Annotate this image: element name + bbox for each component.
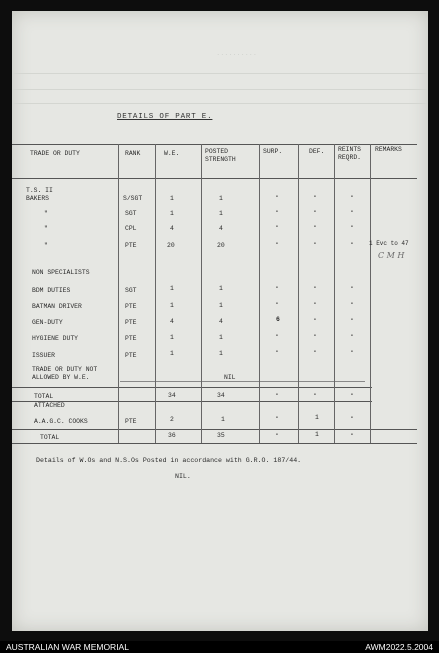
posted-cell: 1 bbox=[219, 350, 223, 357]
we-cell: 1 bbox=[170, 302, 174, 309]
trade-cell: GEN-DUTY bbox=[32, 319, 63, 326]
column-header-rank: RANK bbox=[125, 150, 141, 157]
posted-cell: 1 bbox=[219, 302, 223, 309]
surp-cell: - bbox=[275, 414, 279, 421]
reints-cell: - bbox=[350, 332, 354, 339]
def-cell: - bbox=[313, 208, 317, 215]
bleed-through-line bbox=[12, 89, 428, 90]
def-cell: - bbox=[313, 240, 317, 247]
total-bottom-rule bbox=[12, 401, 372, 402]
we-cell: 4 bbox=[170, 318, 174, 325]
reints-cell: - bbox=[350, 348, 354, 355]
posted-cell: 4 bbox=[219, 225, 223, 232]
reints-cell: - bbox=[350, 193, 354, 200]
def-cell: - bbox=[313, 193, 317, 200]
reints-cell: - bbox=[350, 431, 354, 438]
column-rule bbox=[118, 144, 119, 443]
surp-cell: - bbox=[275, 332, 279, 339]
rank-cell: PTE bbox=[125, 242, 137, 249]
surp-cell: - bbox=[275, 348, 279, 355]
rank-cell: SGT bbox=[125, 210, 137, 217]
surp-cell: - bbox=[275, 431, 279, 438]
posted-cell: 34 bbox=[217, 392, 225, 399]
reints-cell: - bbox=[350, 284, 354, 291]
trade-cell: ISSUER bbox=[32, 352, 56, 359]
posted-cell: 1 bbox=[219, 334, 223, 341]
rank-cell: PTE bbox=[125, 418, 137, 425]
trade-cell: A.A.G.C. COOKS bbox=[34, 418, 88, 425]
reints-cell: - bbox=[350, 300, 354, 307]
bleed-through-text: · · · · · · · · · · bbox=[217, 51, 257, 59]
reints-cell: - bbox=[350, 414, 354, 421]
column-header-surp: SURP. bbox=[263, 148, 283, 155]
rank-cell: SGT bbox=[125, 287, 137, 294]
surp-cell: - bbox=[275, 193, 279, 200]
attached-label: ATTACHED bbox=[34, 402, 65, 409]
def-cell: - bbox=[313, 300, 317, 307]
surp-cell: 6 bbox=[276, 316, 280, 323]
table-top-rule bbox=[12, 144, 417, 145]
def-cell: - bbox=[313, 284, 317, 291]
nil-value: NIL bbox=[224, 374, 236, 381]
trade-cell: BATMAN DRIVER bbox=[32, 303, 82, 310]
trade-cell: " bbox=[44, 210, 48, 217]
posted-cell: 1 bbox=[219, 195, 223, 202]
posted-cell: 1 bbox=[219, 285, 223, 292]
def-cell: - bbox=[313, 316, 317, 323]
column-rule bbox=[259, 144, 260, 443]
trade-cell: T.S. II bbox=[26, 187, 53, 194]
column-rule bbox=[201, 144, 202, 443]
reints-cell: - bbox=[350, 240, 354, 247]
column-header-posted: POSTED STRENGTH bbox=[205, 148, 236, 163]
posted-cell: 1 bbox=[221, 416, 225, 423]
column-header-def: DEF. bbox=[309, 148, 325, 155]
column-header-trade: TRADE OR DUTY bbox=[30, 150, 80, 157]
trade-cell: TOTAL bbox=[40, 434, 60, 441]
reints-cell: - bbox=[350, 208, 354, 215]
bleed-through-line bbox=[12, 103, 428, 104]
grand-total-bottom-rule bbox=[12, 443, 417, 444]
remarks-note: 1 Evc to 47 bbox=[369, 240, 409, 247]
def-cell: - bbox=[313, 223, 317, 230]
we-cell: 1 bbox=[170, 195, 174, 202]
rank-cell: PTE bbox=[125, 335, 137, 342]
surp-cell: - bbox=[275, 300, 279, 307]
def-cell: - bbox=[313, 332, 317, 339]
rank-cell: PTE bbox=[125, 352, 137, 359]
trade-cell: BAKERS bbox=[26, 195, 50, 202]
surp-cell: - bbox=[275, 284, 279, 291]
archive-reference: AWM2022.5.2004 bbox=[365, 642, 433, 652]
bleed-through-line bbox=[12, 73, 428, 74]
trade-cell: " bbox=[44, 225, 48, 232]
nil-row-rule bbox=[120, 381, 365, 382]
column-header-remarks: REMARKS bbox=[375, 146, 402, 153]
document-page bbox=[12, 11, 428, 631]
surp-cell: - bbox=[275, 240, 279, 247]
posted-cell: 35 bbox=[217, 432, 225, 439]
we-cell: 1 bbox=[170, 210, 174, 217]
posted-cell: 20 bbox=[217, 242, 225, 249]
remarks-initials: C M H bbox=[378, 251, 405, 260]
column-header-we: W.E. bbox=[164, 150, 180, 157]
we-cell: 1 bbox=[170, 285, 174, 292]
we-cell: 4 bbox=[170, 225, 174, 232]
column-rule bbox=[334, 144, 335, 443]
reints-cell: - bbox=[350, 316, 354, 323]
reints-cell: - bbox=[350, 391, 354, 398]
grand-total-top-rule bbox=[12, 429, 417, 430]
trade-cell: TOTAL bbox=[34, 393, 54, 400]
footnote-text: Details of W.Os and N.S.Os Posted in accordance with G.R.O. 187/44. bbox=[36, 457, 302, 464]
trade-cell: " bbox=[44, 242, 48, 249]
archive-footer bbox=[0, 641, 439, 653]
header-bottom-rule bbox=[12, 178, 417, 179]
rank-cell: S/SGT bbox=[123, 195, 143, 202]
total-top-rule bbox=[12, 387, 372, 388]
trade-cell: NON SPECIALISTS bbox=[32, 269, 90, 276]
trade-cell: TRADE OR DUTY NOT ALLOWED BY W.E. bbox=[32, 366, 98, 381]
rank-cell: PTE bbox=[125, 319, 137, 326]
def-cell: - bbox=[313, 391, 317, 398]
we-cell: 34 bbox=[168, 392, 176, 399]
surp-cell: - bbox=[275, 208, 279, 215]
trade-cell: BDM DUTIES bbox=[32, 287, 71, 294]
def-cell: 1 bbox=[315, 431, 319, 438]
footnote-value: NIL. bbox=[175, 473, 191, 480]
we-cell: 20 bbox=[167, 242, 175, 249]
rank-cell: CPL bbox=[125, 225, 137, 232]
we-cell: 36 bbox=[168, 432, 176, 439]
surp-cell: - bbox=[275, 391, 279, 398]
we-cell: 2 bbox=[170, 416, 174, 423]
column-rule bbox=[155, 144, 156, 443]
column-rule bbox=[370, 144, 371, 443]
archive-name: AUSTRALIAN WAR MEMORIAL bbox=[6, 642, 129, 652]
def-cell: 1 bbox=[315, 414, 319, 421]
def-cell: - bbox=[313, 348, 317, 355]
we-cell: 1 bbox=[170, 334, 174, 341]
section-heading: DETAILS OF PART E. bbox=[117, 113, 213, 121]
we-cell: 1 bbox=[170, 350, 174, 357]
surp-cell: - bbox=[275, 223, 279, 230]
column-header-reints: REINTS REQRD. bbox=[338, 146, 362, 161]
posted-cell: 4 bbox=[219, 318, 223, 325]
column-rule bbox=[298, 144, 299, 443]
trade-cell: HYGIENE DUTY bbox=[32, 335, 79, 342]
posted-cell: 1 bbox=[219, 210, 223, 217]
rank-cell: PTE bbox=[125, 303, 137, 310]
reints-cell: - bbox=[350, 223, 354, 230]
